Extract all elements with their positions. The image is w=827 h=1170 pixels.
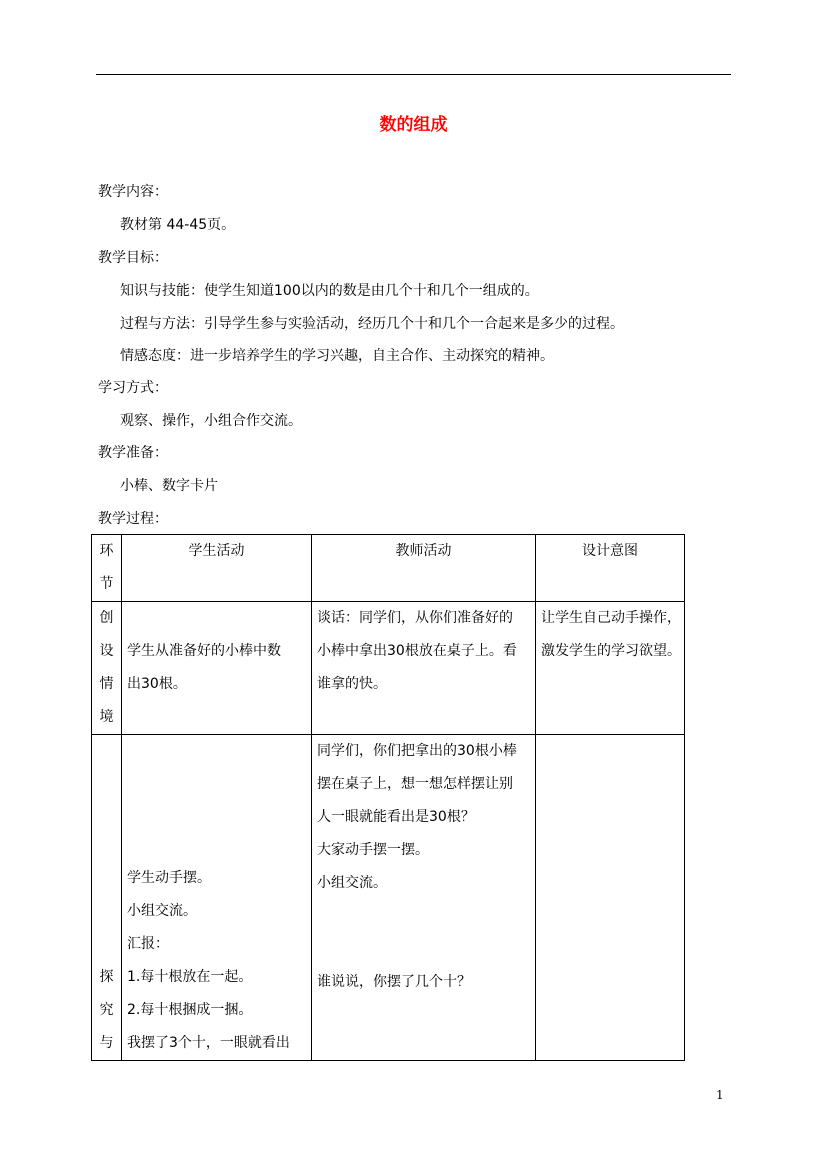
student-line: 学生从准备好的小棒中数	[127, 643, 281, 659]
stage-char: 创	[99, 610, 114, 626]
header-student: 学生活动	[122, 535, 312, 602]
student-cell	[122, 735, 312, 1061]
student-line: 2.每十根捆成一捆。	[127, 1002, 253, 1018]
document-title: 数的组成	[379, 115, 448, 135]
prep-text: 小棒、数字卡片	[120, 478, 218, 494]
objective-item: 过程与方法：引导学生参与实验活动，经历几个十和几个一合起来是多少的过程。	[120, 316, 624, 332]
process-heading: 教学过程：	[98, 511, 168, 527]
student-line: 1.每十根放在一起。	[127, 969, 253, 985]
stage-cell	[92, 735, 122, 1061]
teacher-line: 同学们，你们把拿出的30根小棒	[317, 743, 517, 759]
process-table	[91, 534, 685, 1061]
teacher-line: 小棒中拿出30根放在桌子上。看	[317, 643, 517, 659]
teacher-line: 谈话：同学们，从你们准备好的	[317, 610, 513, 626]
stage-char: 情	[99, 676, 114, 692]
intent-cell	[536, 602, 685, 735]
teacher-line: 谁拿的快。	[317, 676, 387, 692]
header-teacher: 教师活动	[312, 535, 536, 602]
table-row	[92, 602, 685, 735]
student-line: 学生动手摆。	[127, 870, 211, 886]
teacher-line: 摆在桌子上，想一想怎样摆让别	[317, 776, 513, 792]
student-line: 我摆了3个十，一眼就看出	[127, 1035, 290, 1051]
objective-item: 知识与技能：使学生知道100以内的数是由几个十和几个一组成的。	[120, 283, 539, 299]
table-row	[92, 735, 685, 1061]
stage-char: 与	[99, 1035, 114, 1051]
intent-line: 激发学生的学习欲望。	[541, 643, 681, 659]
teacher-cell	[312, 735, 536, 1061]
teacher-line: 谁说说，你摆了几个十？	[317, 974, 471, 990]
content-text: 教材第 44-45页。	[120, 217, 236, 233]
stage-char: 究	[99, 1002, 114, 1018]
teacher-line: 人一眼就能看出是30根？	[317, 809, 475, 825]
teacher-line: 大家动手摆一摆。	[317, 842, 429, 858]
header-stage-char: 环	[99, 543, 114, 559]
intent-line: 让学生自己动手操作，	[541, 610, 681, 626]
stage-char: 探	[99, 969, 114, 985]
stage-char: 设	[99, 643, 114, 659]
prep-heading: 教学准备：	[98, 445, 168, 461]
header-intent: 设计意图	[536, 535, 685, 602]
page-number: 1	[716, 1088, 724, 1102]
objectives-heading: 教学目标：	[98, 250, 168, 266]
student-line: 汇报：	[127, 936, 169, 952]
teacher-cell	[312, 602, 536, 735]
header-stage	[92, 535, 122, 602]
objective-item: 情感态度：进一步培养学生的学习兴趣，自主合作、主动探究的精神。	[120, 348, 554, 364]
intent-cell	[536, 735, 685, 1061]
method-heading: 学习方式：	[98, 380, 168, 396]
student-line: 小组交流。	[127, 903, 197, 919]
teacher-line: 小组交流。	[317, 875, 387, 891]
header-rule	[96, 74, 731, 75]
stage-char: 境	[99, 709, 114, 725]
header-stage-char: 节	[99, 576, 114, 592]
student-line: 出30根。	[127, 676, 187, 692]
table-header-row	[92, 535, 685, 602]
content-heading: 教学内容：	[98, 184, 168, 200]
stage-cell	[92, 602, 122, 735]
method-text: 观察、操作，小组合作交流。	[120, 413, 302, 429]
student-cell	[122, 602, 312, 735]
